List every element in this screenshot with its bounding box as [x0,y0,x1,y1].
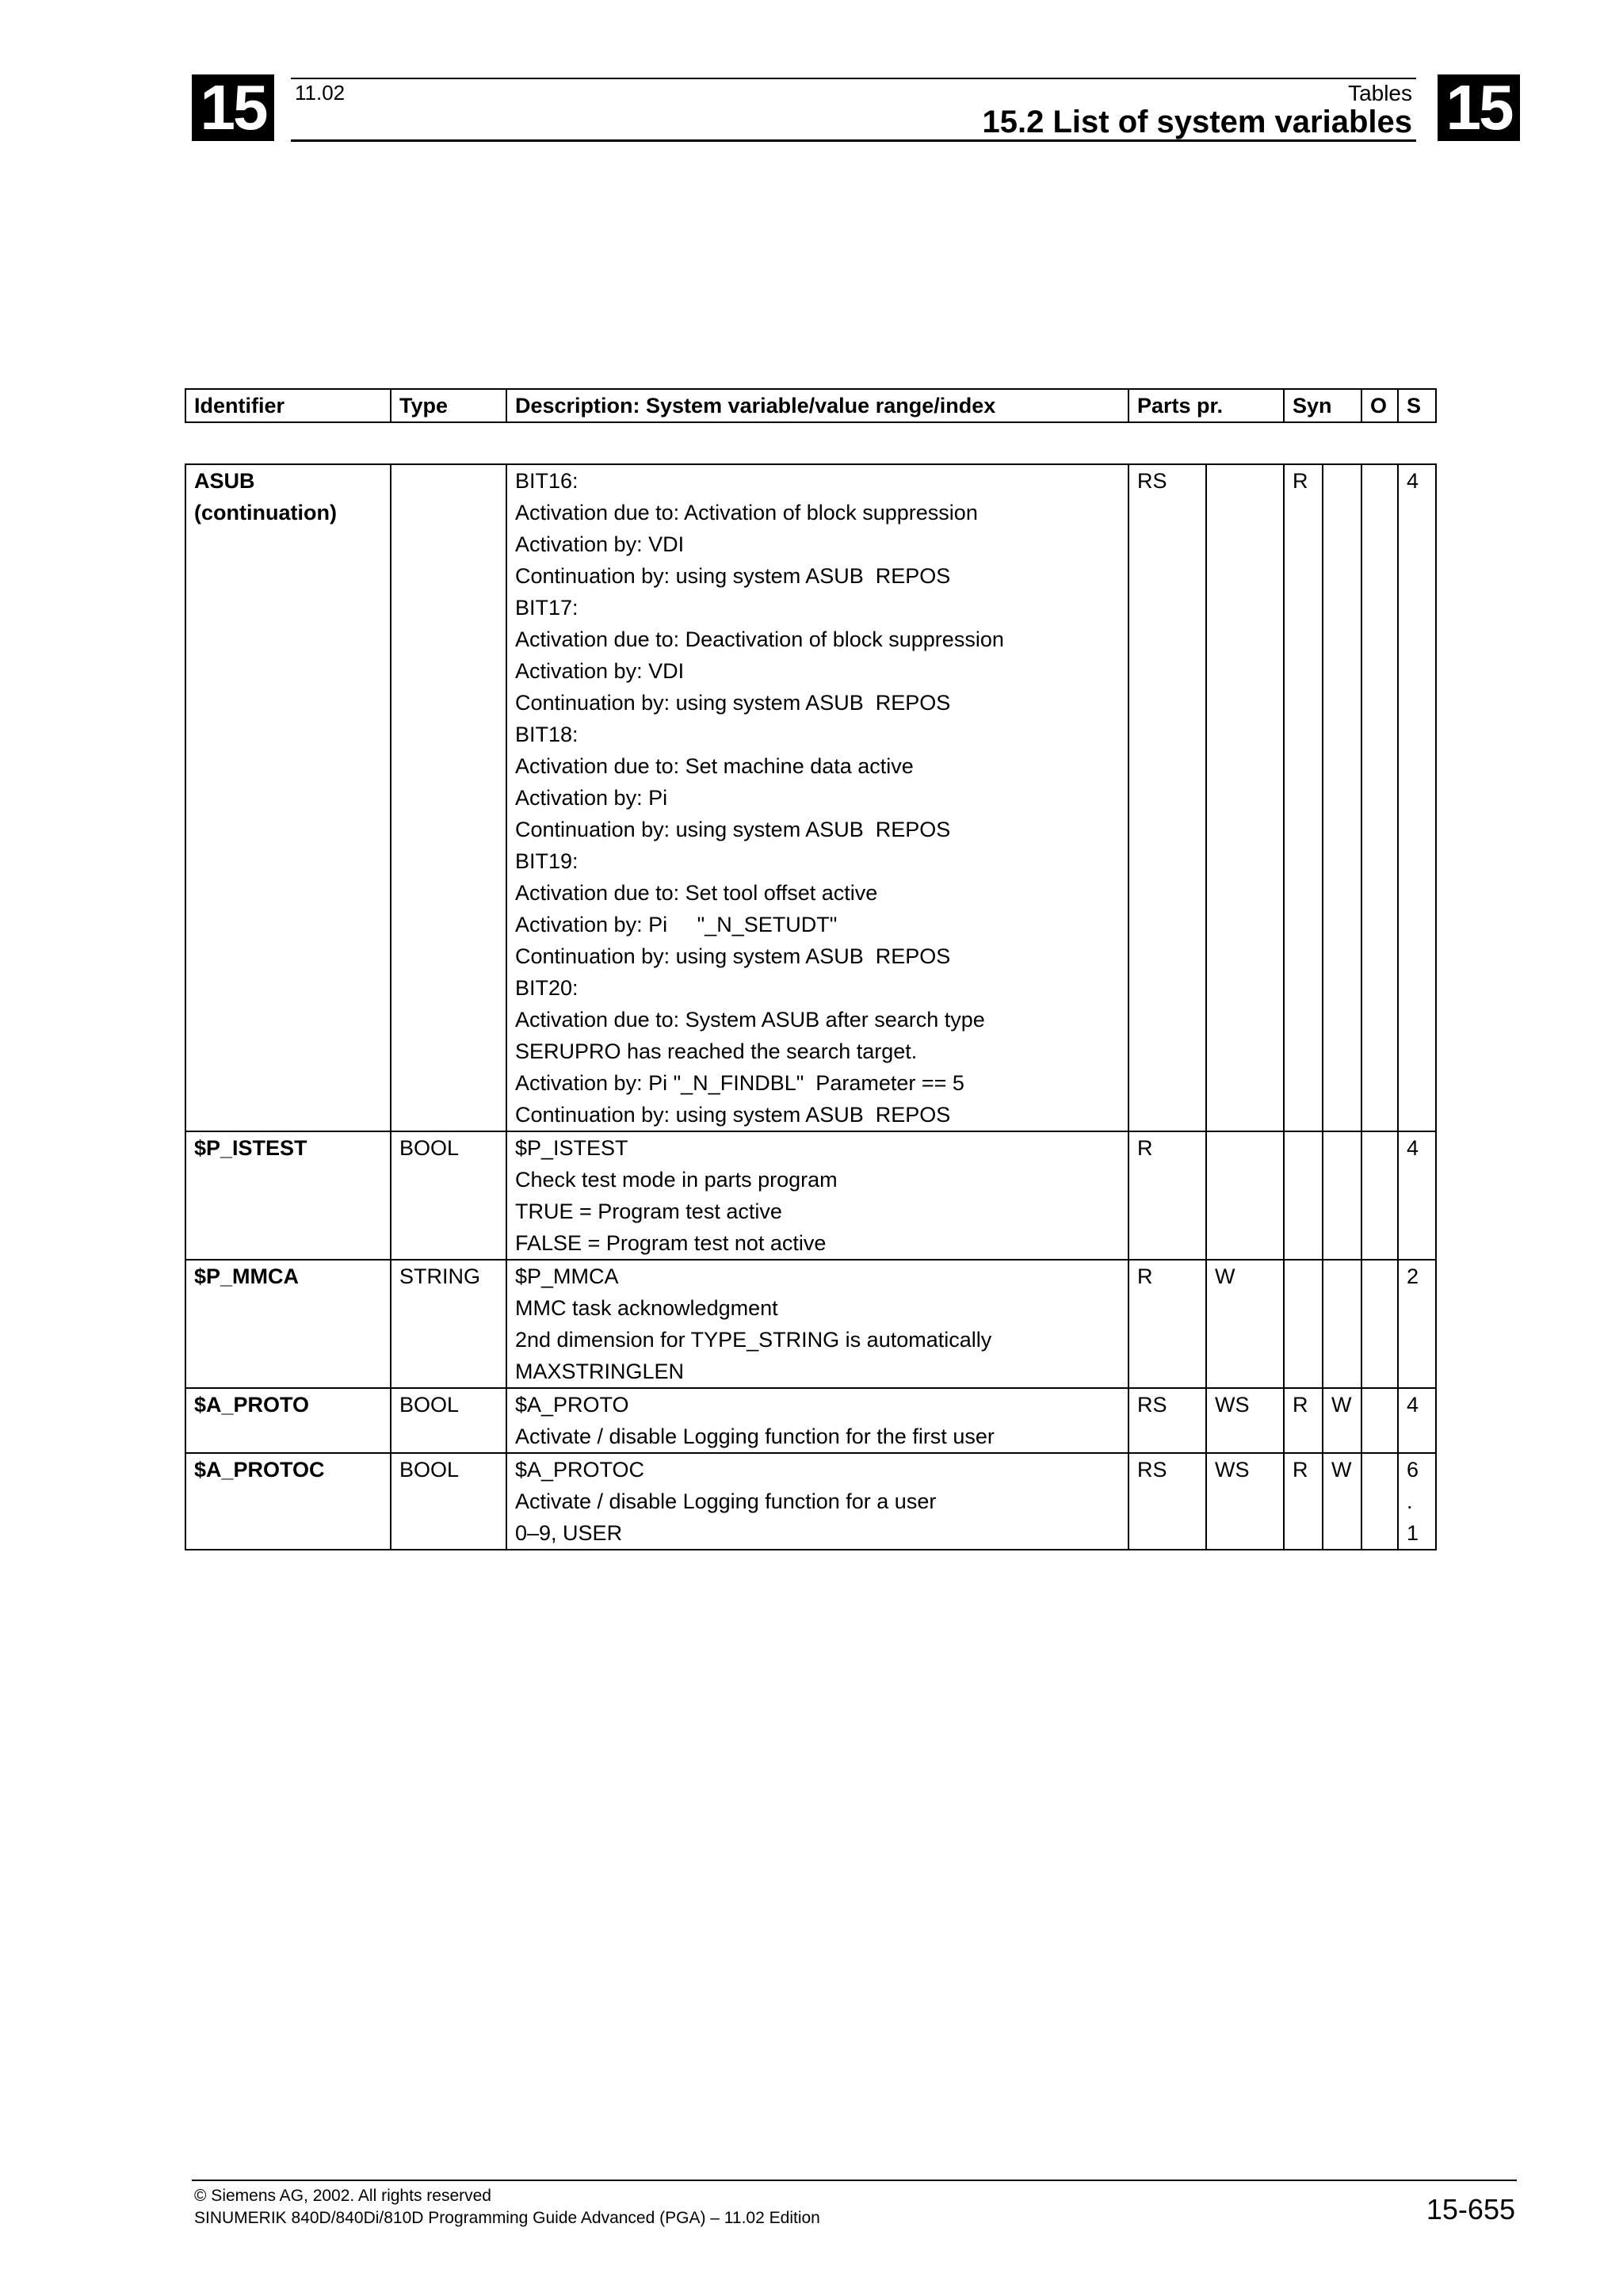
parts-read-cell: R [1128,1131,1206,1260]
description-line: Activation due to: Set machine data active [515,754,914,778]
syn-write-cell [1323,464,1361,1131]
description-line: Activation due to: System ASUB after search type [515,1008,985,1032]
identifier-line: $P_MMCA [194,1264,300,1288]
description-line: Activation by: VDI [515,659,685,683]
chapter-number-right: 15 [1438,74,1520,141]
description-line: TRUE = Program test active [515,1199,782,1223]
description-line: Activation due to: Activation of block suppression [515,501,978,524]
table-row [185,1453,1436,1550]
identifier-cell [185,1453,391,1550]
type-cell [391,464,506,1131]
syn-read-cell [1284,1260,1323,1388]
table-row [185,464,1436,1131]
type-cell: BOOL [391,1131,506,1260]
table-row [185,1260,1436,1388]
table-row [185,1131,1436,1260]
description-line: BIT18: [515,723,579,746]
description-line: $P_MMCA [515,1264,619,1288]
column-header-description: Description: System variable/value range/index [506,389,1128,422]
o-cell [1361,1453,1398,1550]
description-line: Continuation by: using system ASUB REPOS [515,1103,951,1127]
s-cell [1398,1131,1436,1260]
o-cell [1361,464,1398,1131]
header-section: Tables [1348,81,1412,105]
description-cell [506,1388,1128,1453]
header-rule-bottom [291,139,1416,142]
type-cell: BOOL [391,1388,506,1453]
column-header-identifier: Identifier [185,389,391,422]
s-line: 1 [1407,1521,1419,1545]
type-cell: STRING [391,1260,506,1388]
s-line: 6 [1407,1458,1419,1482]
description-line: Activate / disable Logging function for the first user [515,1425,995,1448]
s-line: . [1407,1489,1413,1513]
identifier-cell [185,1131,391,1260]
identifier-line: ASUB [194,469,255,493]
syn-read-cell: R [1284,1453,1323,1550]
description-line: MAXSTRINGLEN [515,1360,685,1383]
parts-read-cell: R [1128,1260,1206,1388]
variables-table [185,463,1437,1550]
page-title: 15.2 List of system variables [982,105,1412,139]
identifier-cell [185,1388,391,1453]
parts-write-cell: W [1206,1260,1284,1388]
description-line: SERUPRO has reached the search target. [515,1039,918,1063]
o-cell [1361,1388,1398,1453]
description-line: Activation by: Pi [515,786,668,810]
s-line: 2 [1407,1264,1419,1288]
syn-read-cell: R [1284,464,1323,1131]
parts-read-cell: RS [1128,1453,1206,1550]
s-line: 4 [1407,1393,1419,1417]
identifier-line: (continuation) [194,501,337,524]
o-cell [1361,1260,1398,1388]
syn-write-cell: W [1323,1388,1361,1453]
column-header-s: S [1398,389,1436,422]
parts-read-cell: RS [1128,464,1206,1131]
column-header-parts-pr: Parts pr. [1128,389,1284,422]
parts-write-cell: WS [1206,1388,1284,1453]
description-line: $A_PROTO [515,1393,629,1417]
description-line: BIT17: [515,596,579,620]
s-line: 4 [1407,1136,1419,1160]
syn-read-cell [1284,1131,1323,1260]
description-line: Activation due to: Set tool offset active [515,881,878,905]
description-line: Continuation by: using system ASUB REPOS [515,818,951,841]
parts-write-cell [1206,1131,1284,1260]
description-line: $P_ISTEST [515,1136,628,1160]
description-line: Continuation by: using system ASUB REPOS [515,691,951,715]
description-line: BIT20: [515,976,579,1000]
description-cell [506,1260,1128,1388]
description-line: Activation by: VDI [515,532,685,556]
identifier-cell [185,1260,391,1388]
syn-write-cell: W [1323,1453,1361,1550]
o-cell [1361,1131,1398,1260]
chapter-number-left: 15 [192,74,274,141]
description-line: Check test mode in parts program [515,1168,838,1192]
description-cell [506,464,1128,1131]
type-cell: BOOL [391,1453,506,1550]
description-line: Activation by: Pi "_N_FINDBL" Parameter == 5 [515,1071,964,1095]
description-line: Activate / disable Logging function for a user [515,1489,937,1513]
footer-guide-title: SINUMERIK 840D/840Di/810D Programming Guide Advanced (PGA) – 11.02 Edition [194,2209,820,2227]
description-line: Continuation by: using system ASUB REPOS [515,944,951,968]
parts-write-cell: WS [1206,1453,1284,1550]
description-line: 2nd dimension for TYPE_STRING is automatically [515,1328,992,1352]
identifier-cell [185,464,391,1131]
s-cell [1398,1260,1436,1388]
s-cell [1398,464,1436,1131]
footer-rule [192,2180,1517,2181]
description-line: BIT16: [515,469,579,493]
s-cell [1398,1453,1436,1550]
header-date: 11.02 [295,81,346,105]
description-cell [506,1453,1128,1550]
header-rule-top [291,78,1416,79]
description-line: FALSE = Program test not active [515,1231,827,1255]
column-header-o: O [1361,389,1398,422]
column-header-syn: Syn [1284,389,1361,422]
page-number: 15-655 [1426,2193,1515,2225]
description-line: MMC task acknowledgment [515,1296,778,1320]
description-line: BIT19: [515,849,579,873]
description-line: $A_PROTOC [515,1458,645,1482]
parts-read-cell: RS [1128,1388,1206,1453]
s-cell [1398,1388,1436,1453]
column-header-type: Type [391,389,506,422]
description-line: Continuation by: using system ASUB REPOS [515,564,951,588]
identifier-line: $A_PROTOC [194,1458,325,1482]
syn-write-cell [1323,1131,1361,1260]
s-line: 4 [1407,469,1419,493]
table-row [185,1388,1436,1453]
syn-read-cell: R [1284,1388,1323,1453]
syn-write-cell [1323,1260,1361,1388]
identifier-line: $A_PROTO [194,1393,310,1417]
table-header [185,388,1437,423]
identifier-line: $P_ISTEST [194,1136,307,1160]
footer-copyright: © Siemens AG, 2002. All rights reserved [194,2187,491,2205]
description-line: Activation by: Pi "_N_SETUDT" [515,913,838,936]
description-line: 0–9, USER [515,1521,623,1545]
parts-write-cell [1206,464,1284,1131]
description-line: Activation due to: Deactivation of block suppression [515,627,1004,651]
description-cell [506,1131,1128,1260]
